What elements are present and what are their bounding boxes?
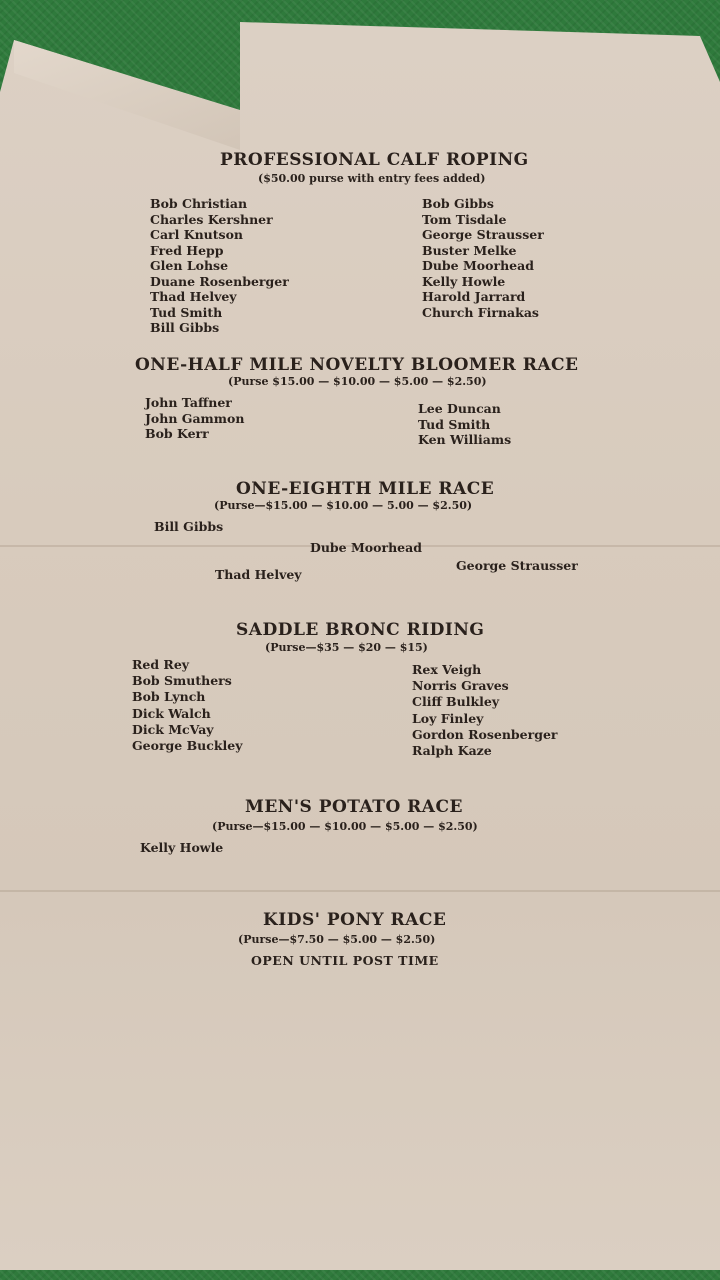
list-item: Charles Kershner bbox=[150, 211, 273, 227]
list-item: Duane Rosenberger bbox=[150, 273, 289, 289]
list-item: Bill Gibbs bbox=[150, 320, 220, 335]
eighth-mile-subtitle: (Purse—$15.00 — $10.00 — 5.00 — $2.50) bbox=[214, 499, 473, 512]
saddle-bronc-left-list bbox=[132, 657, 243, 754]
list-item: Dick McVay bbox=[132, 721, 214, 737]
saddle-bronc-title: SADDLE BRONC RIDING bbox=[236, 620, 485, 640]
list-item: George Strausser bbox=[456, 558, 578, 573]
list-item: John Taffner bbox=[145, 395, 232, 410]
list-item: Cliff Bulkley bbox=[412, 694, 500, 710]
pony-race-title: KIDS' PONY RACE bbox=[263, 910, 447, 930]
list-item: Tud Smith bbox=[418, 416, 491, 432]
list-item: Dube Moorhead bbox=[422, 258, 534, 273]
list-item: Bob Gibbs bbox=[422, 196, 494, 211]
list-item: Carl Knutson bbox=[150, 227, 244, 242]
list-item: George Strausser bbox=[422, 227, 544, 242]
pony-race-note: OPEN UNTIL POST TIME bbox=[251, 953, 439, 968]
list-item: Bob Christian bbox=[150, 196, 248, 211]
list-item: Church Firnakas bbox=[422, 304, 539, 320]
list-item: Harold Jarrard bbox=[422, 289, 526, 304]
list-item: Red Rey bbox=[132, 657, 190, 672]
bloomer-race-title: ONE-HALF MILE NOVELTY BLOOMER RACE bbox=[135, 355, 579, 375]
list-item: Fred Hepp bbox=[150, 242, 224, 258]
list-item: Ralph Kaze bbox=[412, 743, 492, 759]
calf-roping-right-list bbox=[422, 196, 544, 320]
list-item: Dube Moorhead bbox=[310, 540, 422, 555]
list-item: Thad Helvey bbox=[215, 567, 302, 582]
list-item: Bob Smuthers bbox=[132, 673, 232, 689]
list-item: Kelly Howle bbox=[422, 273, 506, 289]
list-item: Glen Lohse bbox=[150, 258, 229, 273]
list-item: Kelly Howle bbox=[140, 840, 224, 855]
list-item: Bob Lynch bbox=[132, 689, 206, 705]
list-item: Gordon Rosenberger bbox=[412, 726, 558, 742]
calf-roping-subtitle: ($50.00 purse with entry fees added) bbox=[258, 172, 486, 185]
list-item: Tud Smith bbox=[150, 304, 223, 320]
list-item: Lee Duncan bbox=[418, 401, 501, 416]
saddle-bronc-subtitle: (Purse—$35 — $20 — $15) bbox=[265, 641, 428, 654]
eighth-mile-title: ONE-EIGHTH MILE RACE bbox=[236, 479, 495, 499]
list-item: Buster Melke bbox=[422, 242, 517, 258]
saddle-bronc-right-list bbox=[412, 662, 557, 759]
list-item: Rex Veigh bbox=[412, 662, 482, 677]
list-item: Ken Williams bbox=[418, 432, 512, 447]
pony-race-subtitle: (Purse—$7.50 — $5.00 — $2.50) bbox=[238, 933, 436, 946]
list-item: Bob Kerr bbox=[145, 426, 209, 441]
calf-roping-title: PROFESSIONAL CALF ROPING bbox=[220, 150, 529, 170]
list-item: Loy Finley bbox=[412, 710, 484, 726]
list-item: Tom Tisdale bbox=[422, 211, 507, 227]
calf-roping-left-list bbox=[150, 196, 289, 336]
list-item: Norris Graves bbox=[412, 678, 509, 694]
potato-race-title: MEN'S POTATO RACE bbox=[245, 797, 463, 817]
fold-line bbox=[0, 890, 720, 892]
list-item: John Gammon bbox=[145, 410, 245, 426]
list-item: Dick Walch bbox=[132, 705, 211, 721]
list-item: George Buckley bbox=[132, 738, 243, 754]
bloomer-race-right-list bbox=[418, 401, 511, 448]
potato-race-subtitle: (Purse—$15.00 — $10.00 — $5.00 — $2.50) bbox=[212, 820, 478, 833]
list-item: Bill Gibbs bbox=[154, 519, 224, 534]
bloomer-race-subtitle: (Purse $15.00 — $10.00 — $5.00 — $2.50) bbox=[228, 375, 487, 388]
list-item: Thad Helvey bbox=[150, 289, 237, 304]
bloomer-race-left-list bbox=[145, 395, 244, 442]
